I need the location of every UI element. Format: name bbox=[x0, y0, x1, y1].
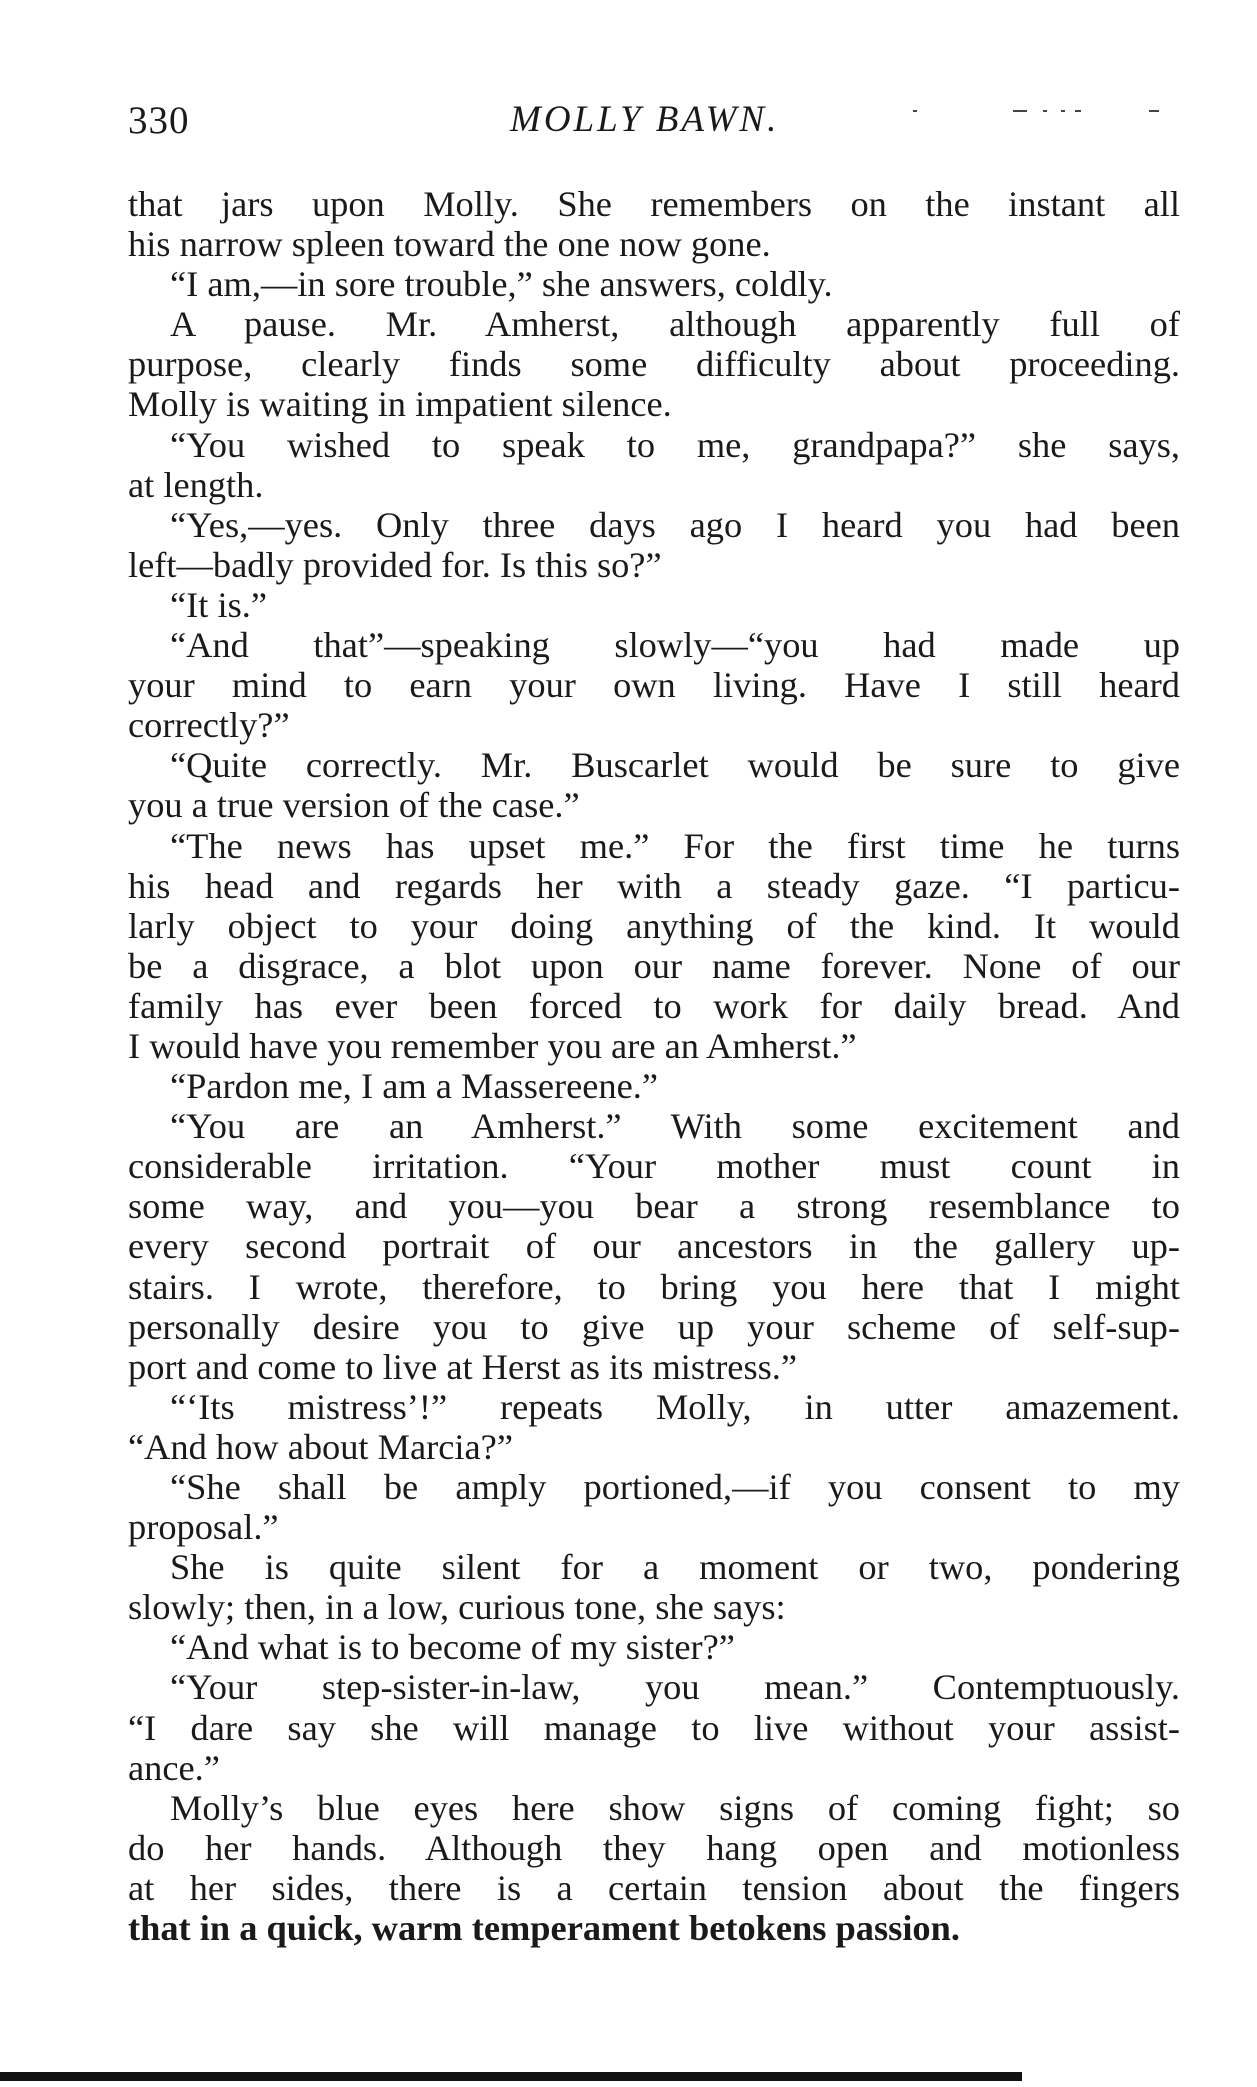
text-line: that jars upon Molly. She remembers on the instant all bbox=[128, 184, 1180, 224]
text-line: some way, and you—you bear a strong resemblance to bbox=[128, 1186, 1180, 1227]
text-line: at her sides, there is a certain tension about the fingers bbox=[128, 1867, 1180, 1908]
running-title: MOLLY BAWN. bbox=[510, 99, 780, 140]
text-line: “Pardon me, I am a Massereene.” bbox=[170, 1066, 659, 1107]
text-line: “I dare say she will manage to live without your assist- bbox=[128, 1707, 1180, 1748]
text-line: correctly?” bbox=[128, 705, 290, 746]
text-line: “Yes,—yes. Only three days ago I heard you had been bbox=[170, 504, 1180, 545]
text-line: every second portrait of our ancestors in the gallery up- bbox=[128, 1226, 1180, 1267]
text-line: at length. bbox=[128, 464, 264, 505]
page-header bbox=[128, 98, 1178, 148]
text-line: slowly; then, in a low, curious tone, she says: bbox=[128, 1587, 786, 1628]
text-line: be a disgrace, a blot upon our name forever. None of our bbox=[128, 945, 1180, 986]
text-line: I would have you remember you are an Amherst.” bbox=[128, 1025, 857, 1066]
text-line: larly object to your doing anything of the kind. It would bbox=[128, 905, 1180, 946]
text-line: “Quite correctly. Mr. Buscarlet would be sure to give bbox=[170, 745, 1180, 786]
text-line: family has ever been forced to work for daily bread. And bbox=[128, 985, 1180, 1026]
body-text bbox=[128, 184, 1180, 1948]
text-line: Molly is waiting in impatient silence. bbox=[128, 384, 672, 425]
text-line: his narrow spleen toward the one now gone. bbox=[128, 224, 771, 265]
text-line: “And how about Marcia?” bbox=[128, 1426, 513, 1467]
text-line: ance.” bbox=[128, 1747, 220, 1788]
text-line: his head and regards her with a steady gaze. “I particu- bbox=[128, 865, 1180, 906]
text-line: left—badly provided for. Is this so?” bbox=[128, 544, 662, 585]
bottom-border-rule bbox=[0, 2072, 1022, 2081]
text-line: “She shall be amply portioned,—if you consent to my bbox=[170, 1467, 1180, 1507]
text-line: stairs. I wrote, therefore, to bring you here that I might bbox=[128, 1266, 1180, 1307]
text-line: considerable irritation. “Your mother must count in bbox=[128, 1146, 1180, 1187]
text-line: “I am,—in sore trouble,” she answers, coldly. bbox=[170, 264, 833, 305]
text-line: A pause. Mr. Amherst, although apparently full of bbox=[170, 304, 1180, 345]
text-line: She is quite silent for a moment or two, pondering bbox=[170, 1547, 1180, 1588]
text-line: you a true version of the case.” bbox=[128, 785, 580, 826]
text-line: “It is.” bbox=[170, 584, 268, 625]
text-line: “Your step-sister-in-law, you mean.” Contemptuously. bbox=[170, 1667, 1180, 1708]
text-line: that in a quick, warm temperament betokens passion. bbox=[128, 1908, 960, 1949]
text-line: “You wished to speak to me, grandpapa?” she says, bbox=[170, 424, 1180, 465]
text-line: personally desire you to give up your scheme of self-sup- bbox=[128, 1306, 1180, 1347]
text-line: proposal.” bbox=[128, 1507, 279, 1548]
text-line: Molly’s blue eyes here show signs of coming fight; so bbox=[170, 1787, 1180, 1828]
text-line: your mind to earn your own living. Have I still heard bbox=[128, 665, 1180, 706]
text-line: “You are an Amherst.” With some excitement and bbox=[170, 1106, 1180, 1147]
page-number: 330 bbox=[128, 99, 190, 142]
header-print-marks bbox=[913, 102, 1163, 122]
text-line: do her hands. Although they hang open and motionless bbox=[128, 1827, 1180, 1868]
text-line: “The news has upset me.” For the first time he turns bbox=[170, 825, 1180, 866]
text-line: “And what is to become of my sister?” bbox=[170, 1627, 735, 1668]
text-line: port and come to live at Herst as its mistress.” bbox=[128, 1346, 798, 1387]
text-line: “And that”—speaking slowly—“you had made up bbox=[170, 625, 1180, 666]
text-line: purpose, clearly finds some difficulty about proceeding. bbox=[128, 344, 1180, 385]
text-line: “‘Its mistress’!” repeats Molly, in utter amazement. bbox=[170, 1386, 1180, 1427]
